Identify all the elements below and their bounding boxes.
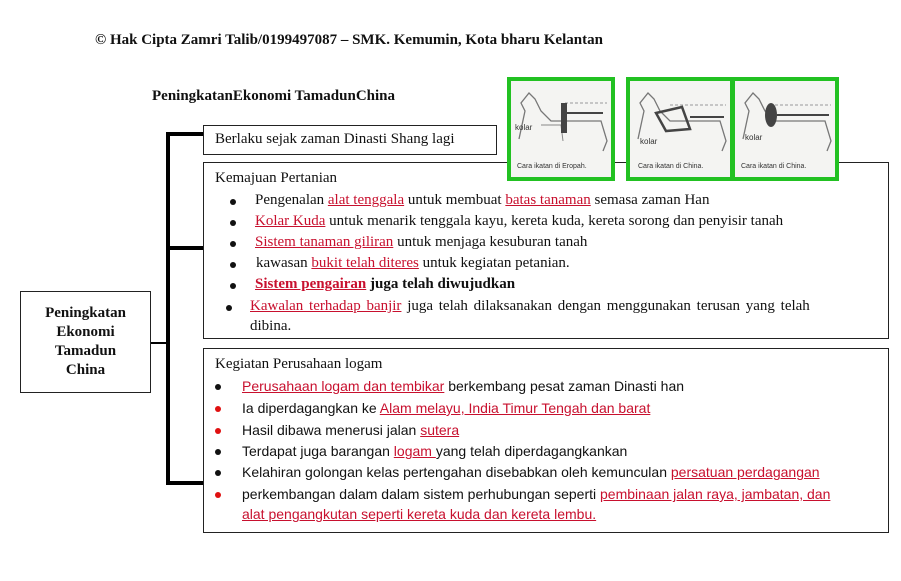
root-line: Tamadun (54, 343, 117, 359)
root-line: Ekonomi (56, 324, 115, 340)
shang-box: Berlaku sejak zaman Dinasti Shang lagi (203, 125, 497, 155)
root-line: Peningkatan (45, 305, 126, 321)
page-title: PeningkatanEkonomi TamadunChina (152, 88, 396, 104)
logam-box: Kegiatan Perusahaan logam Perusahaan logam dan tembikar berkembang pesat zaman Dinasti han Ia diperdagangkan ke Alam melayu, India Timur Tengah dan barat Hasil dibawa menerusi jalan sutera Terdapat juga barangan logam yang telah diperdagangkankan Kelahiran golongan kelas pertengahan disebabkan oleh kemunculan persatuan perdagangan perkembangan dalam dalam sistem perhubungan seperti pembinaan jalan raya, jambatan, dan alat pengangkutan seperti kereta kuda dan kereta lembu. (203, 348, 889, 533)
bullet-icon (215, 384, 221, 390)
bullet-icon (215, 492, 221, 498)
bullet-icon (226, 305, 232, 311)
logam-heading: Kegiatan Perusahaan logam (215, 356, 383, 372)
collar-image-europe: kolar Cara ikatan di Eropah. (507, 77, 615, 181)
bullet-icon (230, 199, 236, 205)
bullet-icon (215, 428, 221, 434)
bullet-icon (215, 406, 221, 412)
pertanian-heading: Kemajuan Pertanian (215, 170, 338, 186)
collar-image-china-2: kolar Cara ikatan di China. (731, 77, 839, 181)
root-box (20, 291, 151, 393)
root-line: China (65, 362, 106, 378)
bullet-icon (230, 220, 236, 226)
bullet-icon (215, 470, 221, 476)
pertanian-box: Kemajuan Pertanian Pengenalan alat tenggala untuk membuat batas tanaman semasa zaman Han Kolar Kuda untuk menarik tenggala kayu, kereta kuda, kereta sorong dan penyisir tanah Sistem tanaman giliran untuk menjaga kesuburan tanah kawasan bukit telah diteres untuk kegiatan petanian. Sistem pengairan juga telah diwujudkan Kawalan terhadap banjir juga telah dilaksanakan dengan menggunakan terusan yang telah dibina. (203, 162, 889, 339)
bullet-icon (230, 283, 236, 289)
collar-image-china: kolar Cara ikatan di China. (626, 77, 734, 181)
copyright-line: © Hak Cipta Zamri Talib/0199497087 – SMK. Kemumin, Kota bharu Kelantan (95, 32, 603, 48)
bullet-icon (230, 262, 236, 268)
bullet-icon (215, 449, 221, 455)
bullet-icon (230, 241, 236, 247)
